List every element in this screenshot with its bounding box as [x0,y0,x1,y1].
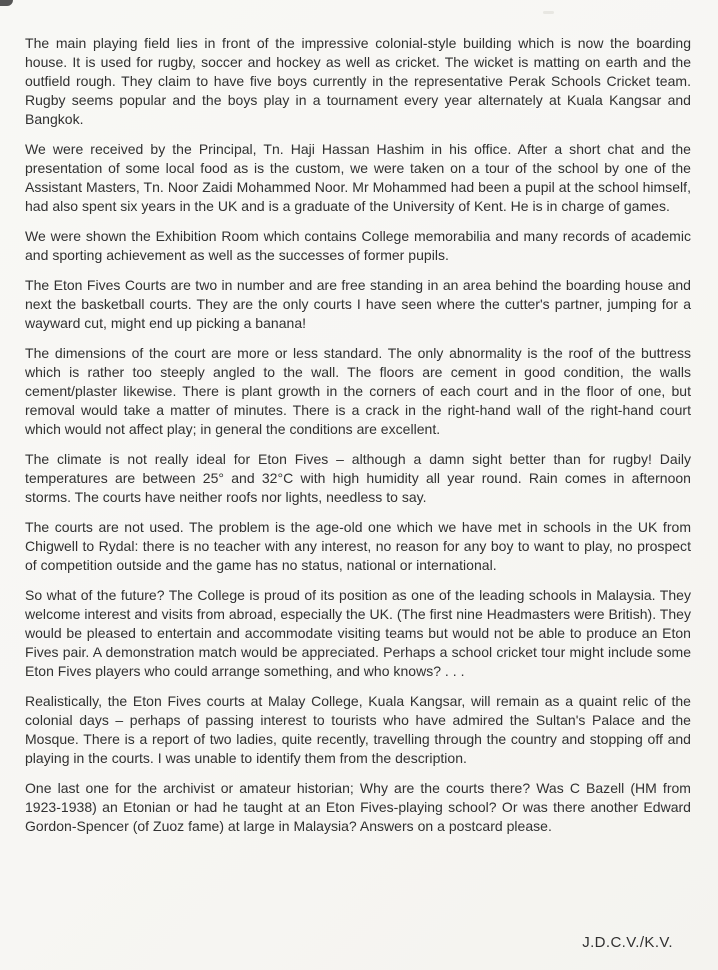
document-paragraph: Realistically, the Eton Fives courts at Malay College, Kuala Kangsar, will remain as a quaint relic of the colonial days – perhaps of passing interest to tourists who have admired the Sultan's Palace and the Mosque. There is a report of two ladies, quite recently, travelling through the country and stopping off and playing in the courts. I was unable to identify them from the description. [25,693,691,766]
document-paragraph: The courts are not used. The problem is the age-old one which we have met in schools in the UK from Chigwell to Rydal: there is no teacher with any interest, no reason for any boy to want to play, no prospect of competition outside and the game has no status, national or international. [25,519,691,573]
document-paragraph: The Eton Fives Courts are two in number and are free standing in an area behind the boarding house and next the basketball courts. They are the only courts I have seen where the cutter's partner, jumping for a wayward cut, might end up picking a banana! [25,277,691,331]
document-body [25,34,691,847]
document-paragraph: One last one for the archivist or amateur historian; Why are the courts there? Was C Bazell (HM from 1923-1938) an Etonian or had he taught at an Eton Fives-playing school? Or was there another Edward Gordon-Spencer (of Zuoz fame) at large in Malaysia? Answers on a postcard please. [25,780,691,834]
scan-corner-artifact [0,0,13,6]
document-paragraph: We were received by the Principal, Tn. Haji Hassan Hashim in his office. After a short chat and the presentation of some local food as is the custom, we were taken on a tour of the school by one of the Assistant Masters, Tn. Noor Zaidi Mohammed Noor. Mr Mohammed had been a pupil at the school himself, had also spent six years in the UK and is a graduate of the University of Kent. He is in charge of games. [25,141,691,214]
scan-smudge-artifact [543,11,554,14]
document-paragraph: The dimensions of the court are more or less standard. The only abnormality is the roof of the buttress which is rather too steeply angled to the wall. The floors are cement in good condition, the walls cement/plaster likewise. There is plant growth in the corners of each court and in the floor of one, but removal would take a matter of minutes. There is a crack in the right-hand wall of the right-hand court which would not affect play; in general the conditions are excellent. [25,345,691,437]
author-initials: J.D.C.V./K.V. [582,934,673,951]
document-paragraph: The climate is not really ideal for Eton Fives – although a damn sight better than for rugby! Daily temperatures are between 25° and 32°C with high humidity all year round. Rain comes in afternoon storms. The courts have neither roofs nor lights, needless to say. [25,451,691,505]
document-paragraph: So what of the future? The College is proud of its position as one of the leading schools in Malaysia. They welcome interest and visits from abroad, especially the UK. (The first nine Headmasters were British). They would be pleased to entertain and accommodate visiting teams but would not be able to produce an Eton Fives pair. A demonstration match would be appreciated. Perhaps a school cricket tour might include some Eton Fives players who could arrange something, and who knows? . . . [25,587,691,679]
document-paragraph: We were shown the Exhibition Room which contains College memorabilia and many records of academic and sporting achievement as well as the successes of former pupils. [25,228,691,263]
document-paragraph: The main playing field lies in front of the impressive colonial-style building which is now the boarding house. It is used for rugby, soccer and hockey as well as cricket. The wicket is matting on earth and the outfield rough. They claim to have five boys currently in the representative Perak Schools Cricket team. Rugby seems popular and the boys play in a tournament every year alternately at Kuala Kangsar and Bangkok. [25,35,691,127]
